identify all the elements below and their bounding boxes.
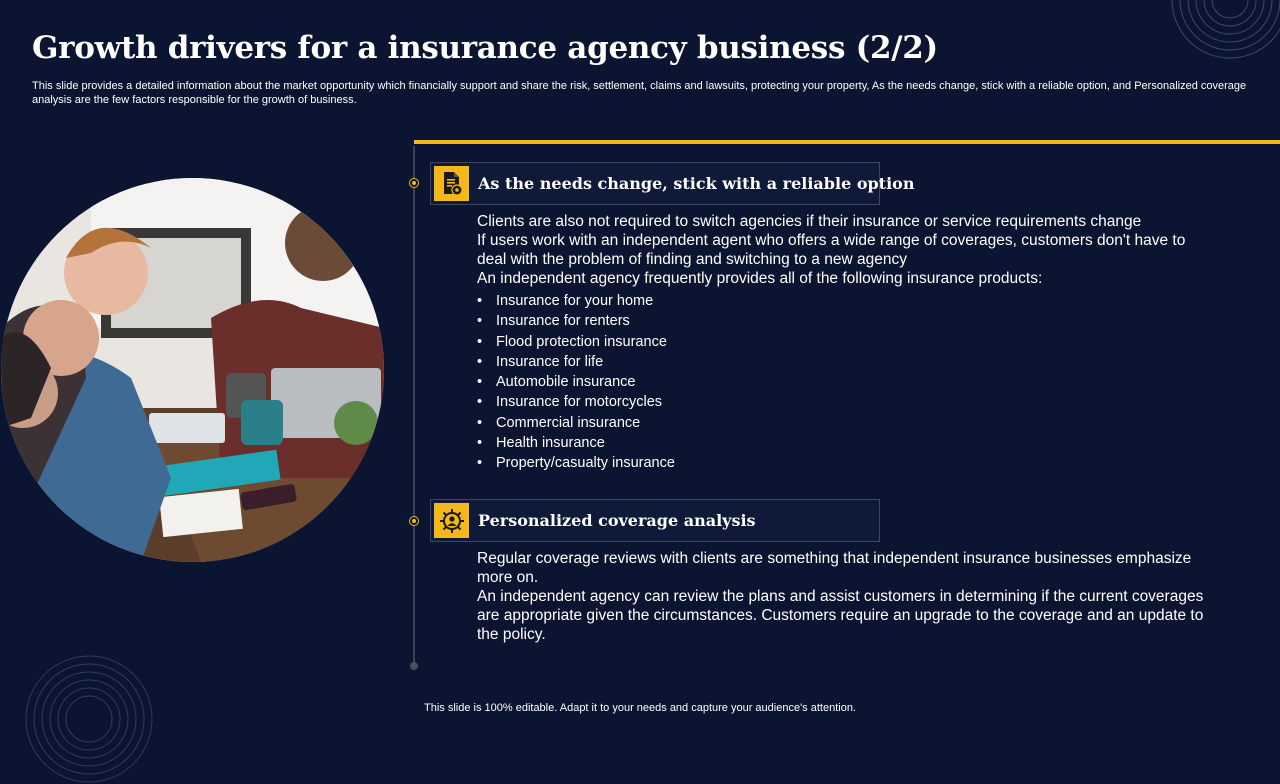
list-item: • Insurance for renters [477, 311, 1217, 331]
concentric-rings-decoration [24, 654, 154, 784]
list-item: • Commercial insurance [477, 413, 1217, 433]
list-item: • Automobile insurance [477, 372, 1217, 392]
team-meeting-photo [1, 178, 384, 562]
list-item: • Flood protection insurance [477, 332, 1217, 352]
list-item: • Insurance for life [477, 352, 1217, 372]
list-item: • Health insurance [477, 433, 1217, 453]
section-paragraph: An independent agency can review the plans and assist customers in determining if the current coverages are appropriate given the circumstances. Customers require an upgrade to the coverage and an update to the policy. [477, 588, 1204, 643]
section-header-reliable-option [430, 162, 915, 205]
list-item: • Insurance for motorcycles [477, 392, 1217, 412]
section-body [477, 549, 1217, 644]
concentric-rings-decoration [1168, 0, 1280, 62]
accent-bar [414, 140, 1280, 144]
section-body [477, 212, 1217, 474]
section-paragraph: Regular coverage reviews with clients are something that independent insurance businesses emphasize more on. [477, 550, 1192, 586]
section-heading: As the needs change, stick with a reliable option [478, 174, 915, 193]
timeline-line [413, 146, 415, 666]
list-item: • Insurance for your home [477, 291, 1217, 311]
slide-subtitle: This slide provides a detailed information about the market opportunity which financially support and share the risk, settlement, claims and lawsuits, protecting your property, As the needs change, stick with a reliable option, and Personalized coverage analysis are the few factors responsible for the growth of business. [32, 80, 1247, 106]
timeline-marker [409, 516, 419, 526]
section-paragraph: An independent agency frequently provides all of the following insurance products: [477, 270, 1043, 287]
section-paragraph: Clients are also not required to switch agencies if their insurance or service requirements change [477, 213, 1142, 230]
section-heading: Personalized coverage analysis [478, 511, 756, 530]
section-paragraph: If users work with an independent agent who offers a wide range of coverages, customers don't have to deal with the problem of finding and switching to a new agency [477, 232, 1186, 268]
timeline-marker [409, 178, 419, 188]
person-gear-icon [434, 503, 469, 538]
list-item: • Property/casualty insurance [477, 453, 1217, 473]
section-header-coverage-analysis [430, 499, 880, 542]
footer-note: This slide is 100% editable. Adapt it to your needs and capture your audience's attention. [424, 702, 856, 714]
timeline-end-marker [410, 662, 418, 670]
document-settings-icon [434, 166, 469, 201]
slide-title: Growth drivers for a insurance agency business (2/2) [32, 30, 938, 66]
insurance-products-list [477, 291, 1217, 474]
